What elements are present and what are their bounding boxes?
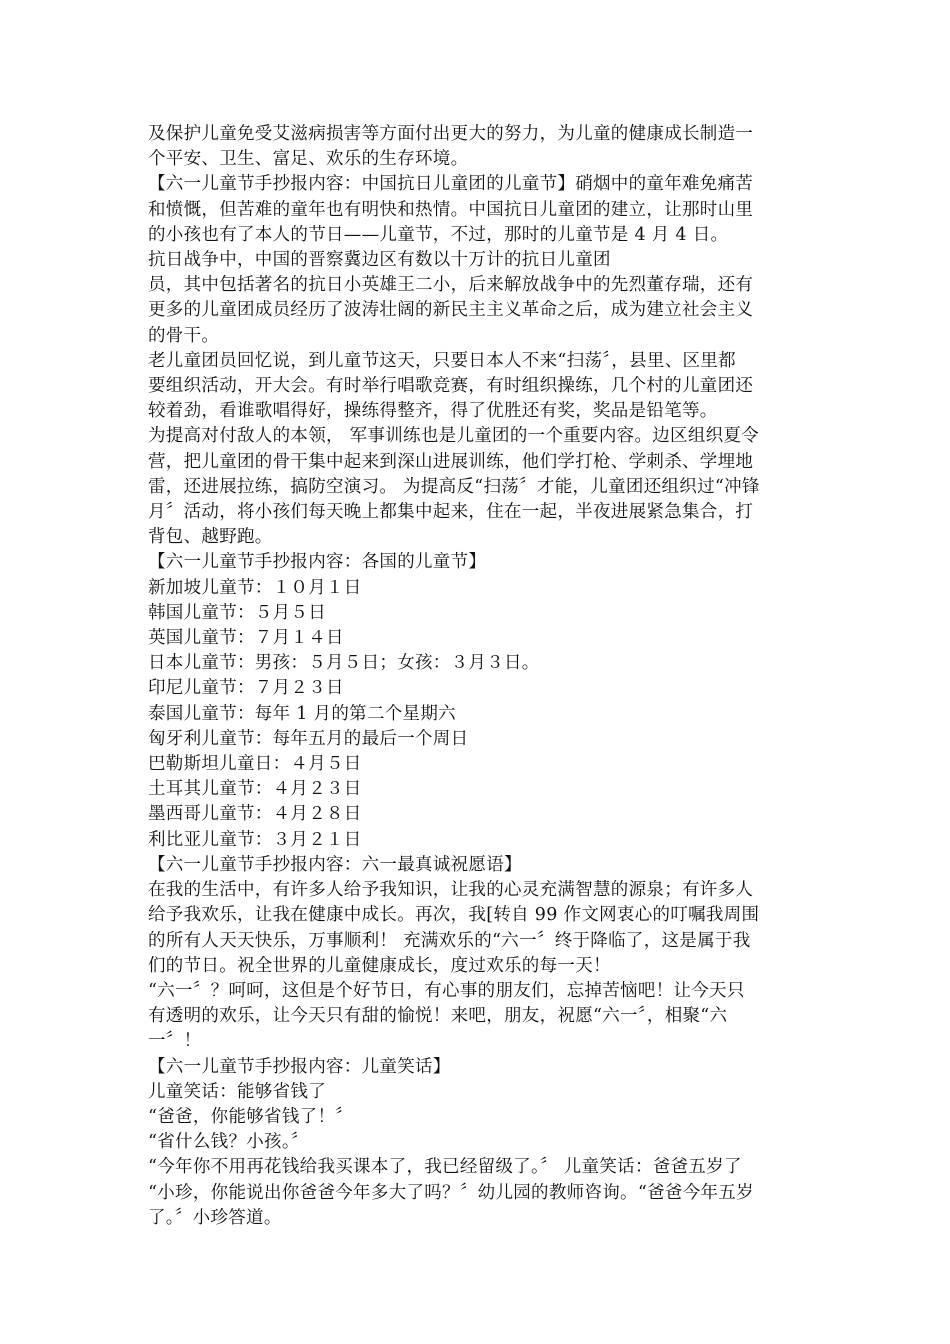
text-line: 老儿童团员回忆说，到儿童节这天，只要日本人不来“扫荡〞，县里、区里都	[148, 350, 736, 371]
list-item: 韩国儿童节：５月５日	[148, 602, 326, 623]
text-line: 为提高对付敌人的本领， 军事训练也是儿童团的一个重要内容。边区组织夏令	[148, 426, 760, 447]
document-body	[148, 122, 810, 1231]
list-item: 巴勒斯坦儿童日：４月５日	[148, 754, 362, 775]
text-line: 了。〞小珍答道。	[148, 1207, 282, 1228]
text-line: 个平安、卫生、富足、欢乐的生存环境。	[148, 149, 469, 170]
list-item: 新加坡儿童节：１０月１日	[148, 577, 362, 598]
section-heading: 【六一儿童节手抄报内容：各国的儿童节】	[148, 552, 487, 573]
text-line: “爸爸，你能够省钱了！〞	[148, 1106, 354, 1127]
list-item: 日本儿童节：男孩：５月５日；女孩：３月３日。	[148, 653, 540, 674]
text-line: 们的节日。祝全世界的儿童健康成长，度过欢乐的每一天！	[148, 955, 611, 976]
list-item: 土耳其儿童节：４月２３日	[148, 779, 362, 800]
text-line: 员，其中包括著名的抗日小英雄王二小，后来解放战争中的先烈董存瑞，还有	[148, 275, 754, 296]
text-line: 要组织活动，开大会。有时举行唱歌竞赛，有时组织操练，几个村的儿童团还	[148, 376, 754, 397]
text-line: 月〞活动，将小孩们每天晚上都集中起来，住在一起，半夜进展紧急集合，打	[148, 502, 754, 523]
text-line: 较着劲，看谁歌唱得好，操练得整齐，得了优胜还有奖，奖品是铅笔等。	[148, 401, 718, 422]
text-line: 更多的儿童团成员经历了波涛壮阔的新民主主义革命之后，成为建立社会主义	[148, 300, 754, 321]
text-line: 雷，还进展拉练，搞防空演习。 为提高反“扫荡〞才能，儿童团还组织过“冲锋	[148, 476, 760, 497]
section-heading: 【六一儿童节手抄报内容：中国抗日儿童团的儿童节】硝烟中的童年难免痛苦	[148, 174, 754, 195]
text-line: 有透明的欢乐，让今天只有甜的愉悦！来吧，朋友，祝愿“六一〞，相聚“六	[148, 1006, 728, 1027]
text-line: 在我的生活中，有许多人给予我知识，让我的心灵充满智慧的源泉；有许多人	[148, 880, 754, 901]
text-line: “省什么钱？小孩。〞	[148, 1132, 309, 1153]
section-heading: 【六一儿童节手抄报内容：儿童笑话】	[148, 1056, 451, 1077]
list-item: 利比亚儿童节：３月２１日	[148, 829, 362, 850]
text-line: “六一〞？呵呵，这但是个好节日，有心事的朋友们，忘掉苦恼吧！让今天只	[148, 980, 745, 1001]
text-line: 一〞！	[148, 1031, 202, 1052]
section-heading: 【六一儿童节手抄报内容：六一最真诚祝愿语】	[148, 854, 522, 875]
text-line: 背包、越野跑。	[148, 527, 273, 548]
text-line: 的骨干。	[148, 325, 220, 346]
list-item: 匈牙利儿童节：每年五月的最后一个周日	[148, 728, 469, 749]
text-line: 儿童笑话：能够省钱了	[148, 1081, 326, 1102]
text-line: “小珍，你能说出你爸爸今年多大了吗？〞幼儿园的教师咨询。“爸爸今年五岁	[148, 1182, 754, 1203]
list-item: 泰国儿童节：每年 1 月的第二个星期六	[148, 703, 456, 724]
text-line: 给予我欢乐，让我在健康中成长。再次，我[转自 99 作文网衷心的叮嘱我周围	[148, 905, 760, 926]
list-item: 墨西哥儿童节：４月２８日	[148, 804, 362, 825]
text-line: 营，把儿童团的骨干集中起来到深山进展训练，他们学打枪、学刺杀、学埋地	[148, 451, 754, 472]
text-line: 的小孩也有了本人的节日——儿童节，不过，那时的儿童节是 4 月 4 日。	[148, 224, 729, 245]
text-line: 抗日战争中，中国的晋察冀边区有数以十万计的抗日儿童团	[148, 250, 611, 271]
text-line: 及保护儿童免受艾滋病损害等方面付出更大的努力，为儿童的健康成长制造一	[148, 124, 754, 144]
text-line: 的所有人天天快乐，万事顺利！ 充满欢乐的“六一〞终于降临了，这是属于我	[148, 930, 751, 951]
list-item: 印尼儿童节：７月２３日	[148, 678, 344, 699]
text-line: 和愤慨，但苦难的童年也有明快和热情。中国抗日儿童团的建立，让那时山里	[148, 199, 754, 220]
text-line: “今年你不用再花钱给我买课本了，我已经留级了。〞 儿童笑话：爸爸五岁了	[148, 1157, 742, 1178]
list-item: 英国儿童节：７月１４日	[148, 628, 344, 649]
